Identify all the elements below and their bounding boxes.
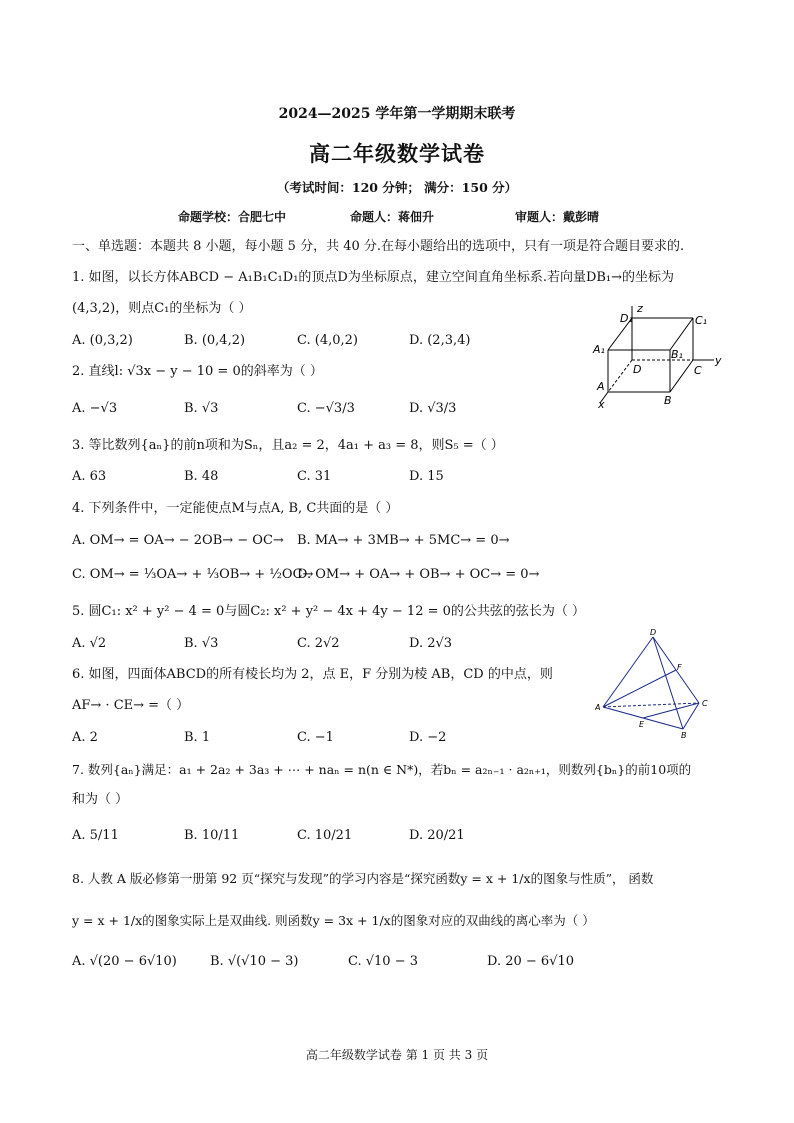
q2-stem: 2. 直线l: √3x − y − 10 = 0的斜率为（ ） bbox=[72, 364, 323, 379]
fig1-label-y: y bbox=[715, 354, 722, 367]
q3-option-b: B. 48 bbox=[184, 469, 219, 484]
q2-option-c: C. −√3/3 bbox=[297, 401, 355, 416]
q6-option-a: A. 2 bbox=[72, 730, 98, 745]
q8-option-a: A. √(20 − 6√10) bbox=[72, 954, 177, 969]
fig1-label-d: D bbox=[633, 363, 642, 376]
q7-option-b: B. 10/11 bbox=[184, 828, 240, 843]
tetrahedron-figure bbox=[595, 627, 715, 742]
exam-series-title: 2024—2025 学年第一学期期末联考 bbox=[278, 106, 516, 122]
q5-option-a: A. √2 bbox=[72, 636, 107, 651]
q6-option-c: C. −1 bbox=[297, 730, 334, 745]
q8-stem-line1: 8. 人教 A 版必修第一册第 92 页“探究与发现”的学习内容是“探究函数y = x + 1/x的图象与性质”， 函数 bbox=[72, 871, 654, 886]
fig1-label-d1: D₁ bbox=[620, 312, 633, 325]
q5-option-d: D. 2√3 bbox=[409, 636, 453, 651]
q5-stem: 5. 圆C₁: x² + y² − 4 = 0与圆C₂: x² + y² − 4x + 4y − 12 = 0的公共弦的弦长为（ ） bbox=[72, 604, 586, 619]
school: 命题学校：合肥七中 bbox=[178, 210, 287, 224]
q1-stem-line1: 1. 如图，以长方体ABCD − A₁B₁C₁D₁的顶点D为坐标原点，建立空间直角坐标系.若向量DB₁→的坐标为 bbox=[72, 270, 675, 285]
q5-option-b: B. √3 bbox=[184, 636, 219, 651]
fig2-label-f: F bbox=[677, 663, 682, 672]
q1-option-a: A. (0,3,2) bbox=[72, 333, 133, 348]
q2-option-a: A. −√3 bbox=[72, 401, 118, 416]
q3-option-a: A. 63 bbox=[72, 469, 107, 484]
q3-option-c: C. 31 bbox=[297, 469, 332, 484]
q8-stem-line2: y = x + 1/x的图象实际上是双曲线. 则函数y = 3x + 1/x的图象对应的双曲线的离心率为（ ） bbox=[72, 913, 595, 928]
fig1-label-x: x bbox=[598, 398, 605, 410]
paper-title: 高二年级数学试卷 bbox=[309, 141, 485, 166]
q4-option-a: A. OM→ = OA→ − 2OB→ − OC→ bbox=[72, 533, 284, 548]
q4-option-b: B. MA→ + 3MB→ + 5MC→ = 0→ bbox=[297, 533, 510, 548]
q7-stem-line1: 7. 数列{aₙ}满足：a₁ + 2a₂ + 3a₃ + ⋯ + naₙ = n(n ∈ N*)，若bₙ = a₂ₙ₋₁ · a₂ₙ₊₁，则数列{bₙ}的前10项的 bbox=[72, 762, 692, 777]
q1-stem-line2: (4,3,2)，则点C₁的坐标为（ ） bbox=[72, 301, 252, 316]
q1-option-c: C. (4,0,2) bbox=[297, 333, 358, 348]
author: 命题人：蒋佃升 bbox=[350, 210, 435, 224]
section-heading: 一、单选题：本题共 8 小题，每小题 5 分，共 40 分.在每小题给出的选项中，只有一项是符合题目要求的. bbox=[72, 239, 685, 254]
q3-stem: 3. 等比数列{aₙ}的前n项和为Sₙ，且a₂ = 2，4a₁ + a₃ = 8，则S₅ =（ ） bbox=[72, 438, 504, 453]
q7-stem-line2: 和为（ ） bbox=[72, 792, 129, 807]
fig2-label-b: B bbox=[681, 731, 687, 740]
fig1-label-b: B bbox=[664, 394, 672, 407]
fig1-label-b1: B₁ bbox=[671, 348, 683, 361]
q4-option-c: C. OM→ = ⅓OA→ + ⅓OB→ + ½OC→ bbox=[72, 567, 314, 582]
fig1-label-c1: C₁ bbox=[695, 314, 708, 327]
q4-stem: 4. 下列条件中，一定能使点M与点A, B, C共面的是（ ） bbox=[72, 501, 399, 516]
fig2-label-a: A bbox=[595, 703, 601, 712]
q4-option-d: D. OM→ + OA→ + OB→ + OC→ = 0→ bbox=[297, 567, 540, 582]
q3-option-d: D. 15 bbox=[409, 469, 444, 484]
exam-info: （考试时间：120 分钟； 满分：150 分） bbox=[276, 180, 518, 195]
fig2-label-d: D bbox=[650, 628, 657, 637]
q1-option-b: B. (0,4,2) bbox=[184, 333, 246, 348]
fig1-label-z: z bbox=[637, 302, 643, 315]
q1-option-d: D. (2,3,4) bbox=[409, 333, 471, 348]
reviewer: 审题人：戴彭晴 bbox=[515, 210, 600, 224]
q2-option-d: D. √3/3 bbox=[409, 401, 457, 416]
fig1-label-a1: A₁ bbox=[593, 343, 605, 356]
fig2-label-e: E bbox=[639, 720, 645, 729]
q8-option-c: C. √10 − 3 bbox=[348, 954, 419, 969]
q6-option-d: D. −2 bbox=[409, 730, 447, 745]
fig2-label-c: C bbox=[702, 699, 708, 708]
cuboid-figure bbox=[590, 300, 725, 410]
page-footer: 高二年级数学试卷 第 1 页 共 3 页 bbox=[305, 1048, 489, 1062]
q6-option-b: B. 1 bbox=[184, 730, 211, 745]
q7-option-c: C. 10/21 bbox=[297, 828, 353, 843]
q8-option-b: B. √(√10 − 3) bbox=[210, 954, 299, 969]
q2-option-b: B. √3 bbox=[184, 401, 219, 416]
q7-option-d: D. 20/21 bbox=[409, 828, 465, 843]
q8-option-d: D. 20 − 6√10 bbox=[487, 954, 575, 969]
fig1-label-c: C bbox=[694, 364, 702, 377]
fig1-label-a: A bbox=[597, 380, 605, 393]
q6-stem-line1: 6. 如图，四面体ABCD的所有棱长均为 2，点 E，F 分别为棱 AB，CD 的中点，则 bbox=[72, 667, 553, 682]
q6-stem-line2: AF→ · CE→ =（ ） bbox=[72, 698, 190, 713]
q5-option-c: C. 2√2 bbox=[297, 636, 340, 651]
q7-option-a: A. 5/11 bbox=[72, 828, 119, 843]
